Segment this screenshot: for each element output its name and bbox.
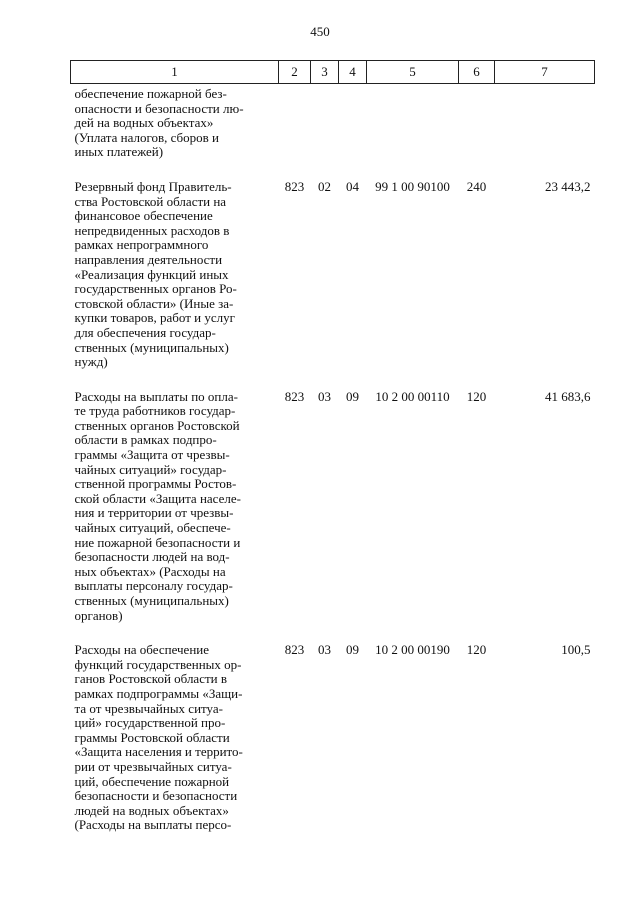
table-row xyxy=(71,160,595,370)
amount: 41 683,6 xyxy=(545,388,591,404)
expense-type-code: 120 xyxy=(466,388,487,404)
description-line: рамках подпрограммы «Защи- xyxy=(74,685,243,701)
table-row xyxy=(71,623,595,833)
table-header-row xyxy=(71,61,595,84)
description-line: ния и территории от чрезвы- xyxy=(74,505,234,521)
description-line: непредвиденных расходов в xyxy=(74,222,230,238)
column-header-7: 7 xyxy=(495,61,595,84)
description-line: государственных органов Ро- xyxy=(74,281,237,297)
column-header-3: 3 xyxy=(311,61,339,84)
amount: 100,5 xyxy=(561,642,591,658)
description-line: рамках непрограммного xyxy=(74,237,209,253)
description-line: ций» государственной про- xyxy=(74,715,226,731)
column-header-6: 6 xyxy=(459,61,495,84)
description-line: та от чрезвычайных ситуа- xyxy=(74,700,223,716)
row-description xyxy=(71,160,279,370)
description-line: финансовое обеспечение xyxy=(74,208,213,224)
section-code: 02 xyxy=(318,178,331,194)
description-line: ства Ростовской области на xyxy=(74,193,227,209)
row-description xyxy=(71,84,279,160)
expense-type-code: 240 xyxy=(466,178,487,194)
description-line: Расходы на выплаты по опла- xyxy=(74,388,238,404)
table-row xyxy=(71,370,595,624)
row-description xyxy=(71,370,279,624)
budget-table xyxy=(70,60,595,833)
description-line: граммы Ростовской области xyxy=(74,729,230,745)
ministry-code: 823 xyxy=(284,388,305,404)
description-line: (Расходы на выплаты персо- xyxy=(74,817,232,833)
subsection-code: 09 xyxy=(346,642,359,658)
subsection-code xyxy=(339,84,367,160)
target-article-code: 10 2 00 00190 xyxy=(375,642,450,658)
column-header-5: 5 xyxy=(367,61,459,84)
amount: 23 443,2 xyxy=(545,178,591,194)
column-header-1: 1 xyxy=(71,61,279,84)
description-line: для обеспечения государ- xyxy=(74,324,216,340)
description-line: людей на водных объектах» xyxy=(74,802,229,818)
description-line: ственных (муниципальных) xyxy=(74,593,229,608)
description-line: ской области «Защита населе- xyxy=(74,490,241,506)
description-line: дей на водных объектах» xyxy=(74,115,214,131)
description-line: Резервный фонд Правитель- xyxy=(74,178,232,194)
description-line: ственных органов Ростовской xyxy=(74,417,240,433)
description-line: ганов Ростовской области в xyxy=(74,671,227,687)
expense-type-code xyxy=(459,84,495,160)
amount xyxy=(495,84,595,160)
ministry-code: 823 xyxy=(284,642,305,658)
target-article-code: 10 2 00 00110 xyxy=(375,388,450,404)
description-line: граммы «Защита от чрезвы- xyxy=(74,447,230,463)
description-line: области в рамках подпро- xyxy=(74,432,217,448)
target-article-code: 99 1 00 90100 xyxy=(375,178,450,194)
section-code: 03 xyxy=(318,642,331,658)
description-line: рии от чрезвычайных ситуа- xyxy=(74,758,232,774)
subsection-code: 04 xyxy=(346,178,359,194)
description-line: стовской области» (Иные за- xyxy=(74,295,234,311)
ministry-code xyxy=(279,84,311,160)
description-line: ние пожарной безопасности и xyxy=(74,534,241,550)
description-line: безопасности и безопасности xyxy=(74,788,238,804)
target-article-code xyxy=(367,84,459,160)
section-code: 03 xyxy=(318,388,331,404)
description-line: ций, обеспечение пожарной xyxy=(74,773,230,789)
description-line: иных платежей) xyxy=(74,144,164,160)
description-line: чайных ситуаций, обеспече- xyxy=(74,520,231,536)
table-row xyxy=(71,84,595,160)
description-line: ственной программы Ростов- xyxy=(74,476,237,492)
page-number: 450 xyxy=(310,24,330,39)
description-line: (Уплата налогов, сборов и xyxy=(74,129,219,145)
expense-type-code: 120 xyxy=(466,642,487,658)
column-header-2: 2 xyxy=(279,61,311,84)
column-header-4: 4 xyxy=(339,61,367,84)
description-line: Расходы на обеспечение xyxy=(74,642,210,658)
description-line: опасности и безопасности лю- xyxy=(74,100,244,116)
description-line: ственных (муниципальных) xyxy=(74,339,229,355)
description-line: безопасности людей на вод- xyxy=(74,549,230,565)
description-line: «Защита населения и террито- xyxy=(74,744,243,760)
description-line: «Реализация функций иных xyxy=(74,266,229,282)
description-line: нужд) xyxy=(74,354,108,370)
section-code xyxy=(311,84,339,160)
description-line: направления деятельности xyxy=(74,251,223,267)
description-line: выплаты персоналу государ- xyxy=(74,578,233,594)
description-line: купки товаров, работ и услуг xyxy=(74,310,235,326)
subsection-code: 09 xyxy=(346,388,359,404)
description-line: чайных ситуаций» государ- xyxy=(74,461,227,477)
description-line: ных объектах» (Расходы на xyxy=(74,563,226,579)
description-line: функций государственных ор- xyxy=(74,656,242,672)
description-line: те труда работников государ- xyxy=(74,403,236,419)
row-description xyxy=(71,623,279,833)
description-line: обеспечение пожарной без- xyxy=(74,86,227,101)
ministry-code: 823 xyxy=(284,178,305,194)
description-line: органов) xyxy=(74,607,123,623)
